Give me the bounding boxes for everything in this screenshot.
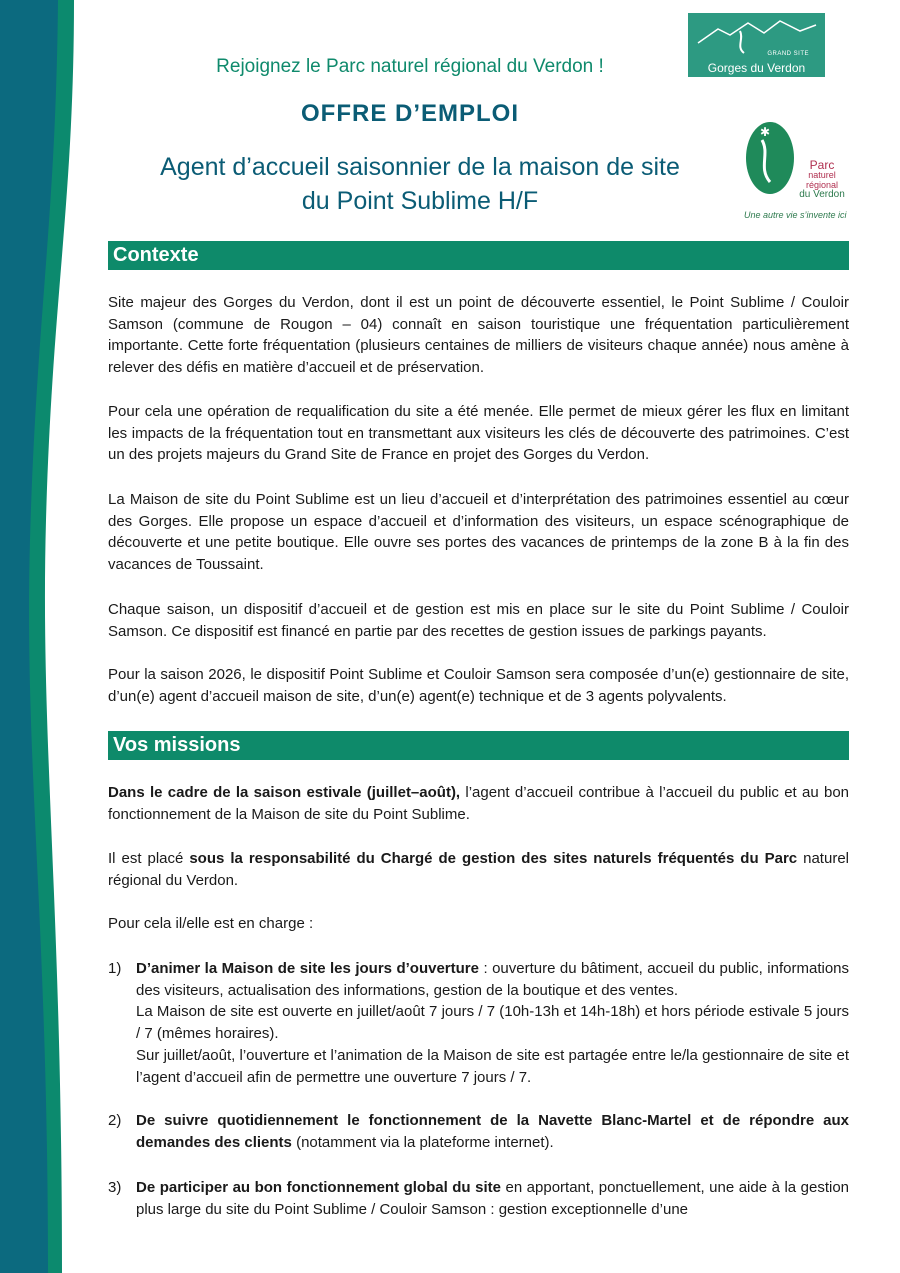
job-title bbox=[110, 150, 730, 218]
item-2-bold: De suivre quotidiennement le fonctionnement de la Navette Blanc-Martel et de répondre aux demandes des clients bbox=[136, 1112, 849, 1151]
list-number: 1) bbox=[108, 960, 122, 977]
item-2-rest: (notamment via la plateforme internet). bbox=[291, 1133, 554, 1151]
item-1-bold: D’animer la Maison de site les jours d’ouverture bbox=[136, 960, 479, 977]
contexte-paragraph-5: Pour la saison 2026, le dispositif Point Sublime et Couloir Samson sera composée d’un(e) gestionnaire de site, d’un(e) agent d’accueil maison de site, d’un(e) agent(e) technique et de 3 agents polyvalents. bbox=[108, 666, 849, 705]
side-wave-decoration bbox=[0, 0, 90, 1273]
list-item-content bbox=[108, 1110, 849, 1153]
list-number: 2) bbox=[108, 1112, 122, 1129]
parc-slogan: Une autre vie s’invente ici bbox=[744, 210, 847, 220]
item-3-rest: en apportant, ponctuellement, une aide à la gestion plus large du site du Point Sublime / Couloir Samson : gestion exceptionnelle d’une bbox=[136, 1179, 850, 1218]
job-title-line-2: du Point Sublime H/F bbox=[301, 187, 539, 215]
missions-item-3 bbox=[108, 1177, 849, 1220]
grand-site-logo bbox=[688, 13, 825, 77]
missions-item-2 bbox=[108, 1110, 849, 1153]
item-1-extra-1: La Maison de site est ouverte en juillet/août 7 jours / 7 (10h-13h et 14h-18h) et hors période estivale 5 jours / 7 (mêmes horaires). bbox=[136, 1003, 849, 1043]
resp-start: Il est placé bbox=[108, 850, 190, 867]
parc-leaf-icon bbox=[740, 120, 800, 210]
list-item bbox=[108, 1110, 849, 1153]
parc-naturel-logo bbox=[740, 120, 850, 230]
tagline: Rejoignez le Parc naturel régional du Verdon ! bbox=[216, 56, 604, 77]
missions-intro-rest: l’agent d’accueil contribue à l’accueil du public et au bon fonctionnement de la Maison de site du Point Sublime. bbox=[108, 784, 850, 823]
list-item-content bbox=[108, 958, 849, 1088]
list-number: 3) bbox=[108, 1179, 122, 1196]
job-title-line-1: Agent d’accueil saisonnier de la maison de site bbox=[160, 153, 680, 181]
offer-label: OFFRE D’EMPLOI bbox=[301, 100, 519, 127]
parc-line-2: naturel bbox=[808, 170, 836, 180]
resp-bold: sous la responsabilité du Chargé de gestion des sites naturels fréquentés du Parc bbox=[189, 850, 798, 867]
contexte-heading: Contexte bbox=[108, 241, 849, 270]
missions-heading: Vos missions bbox=[108, 731, 849, 760]
contexte-paragraph-3: La Maison de site du Point Sublime est un lieu d’accueil et d’interprétation des patrimoines essentiel au cœur des Gorges. Elle propose un espace d’accueil et d’information des visiteurs, un espace scénographique de découverte et une petite boutique. Elle ouvre ses portes des vacances de printemps de la zone B à la fin des vacances de Toussaint. bbox=[108, 491, 849, 574]
parc-line-1: Parc bbox=[809, 158, 835, 172]
list-item bbox=[108, 1177, 849, 1220]
contexte-paragraph-4: Chaque saison, un dispositif d’accueil et de gestion est mis en place sur le site du Point Sublime / Couloir Samson. Ce dispositif est financé en partie par des recettes de gestion issues de parkings payants. bbox=[108, 601, 849, 640]
contexte-paragraph-1: Site majeur des Gorges du Verdon, dont il est un point de découverte essentiel, le Point Sublime / Couloir Samson (commune de Rougon – 04) connaît en saison touristique une fréquentation particulièrement importante. Cette forte fréquentation (plusieurs centaines de milliers de visiteurs chaque année) nous amène à relever des défis en matière d’accueil et de préservation. bbox=[108, 294, 849, 377]
resp-rest: naturel régional du Verdon. bbox=[108, 850, 849, 889]
svg-text:✱: ✱ bbox=[760, 125, 771, 139]
missions-responsibility bbox=[108, 848, 849, 891]
grand-site-label: GRAND SITE bbox=[767, 51, 809, 57]
item-3-bold: De participer au bon fonctionnement global du site bbox=[136, 1179, 501, 1196]
missions-intro bbox=[108, 782, 849, 825]
parc-line-4: du Verdon bbox=[799, 189, 845, 200]
list-item-content bbox=[108, 1177, 849, 1220]
item-1-rest: : ouverture du bâtiment, accueil du public, informations des visiteurs, actualisation des informations, gestion de la boutique et des ventes. bbox=[136, 960, 850, 999]
missions-intro-bold: Dans le cadre de la saison estivale (juillet–août), bbox=[108, 784, 461, 801]
charge-intro: Pour cela il/elle est en charge : bbox=[108, 915, 314, 932]
missions-item-1 bbox=[108, 958, 849, 1088]
list-item bbox=[108, 958, 849, 1088]
contexte-paragraph-2: Pour cela une opération de requalification du site a été menée. Elle permet de mieux gérer les flux en limitant les impacts de la fréquentation tout en transmettant aux visiteurs les clés de découverte des patrimoines. C’est un des projets majeurs du Grand Site de France en projet des Gorges du Verdon. bbox=[108, 403, 849, 464]
parc-line-3: régional bbox=[805, 180, 839, 190]
gorges-du-verdon-label: Gorges du Verdon bbox=[707, 61, 806, 75]
item-1-extra-2: Sur juillet/août, l’ouverture et l’animation de la Maison de site est partagée entre le/la gestionnaire de site et l’agent d’accueil afin de permettre une ouverture 7 jours / 7. bbox=[136, 1046, 849, 1086]
parc-text bbox=[794, 160, 850, 200]
